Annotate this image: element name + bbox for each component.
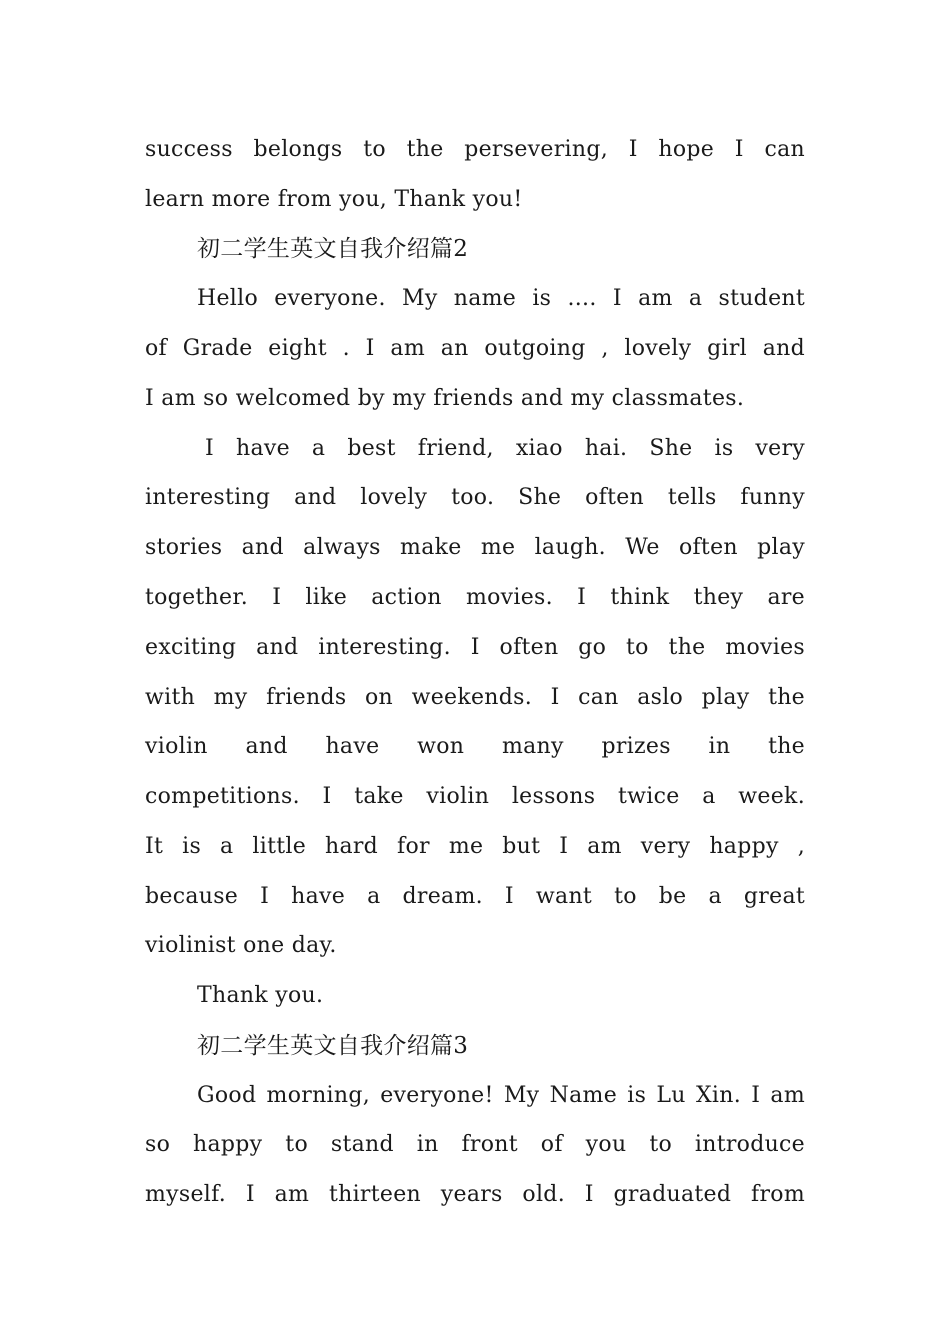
paragraph-line: together. I like action movies. I think they are xyxy=(145,585,805,610)
paragraph-line: competitions. I take violin lessons twice a week. xyxy=(145,784,805,809)
paragraph-line: violinist one day. xyxy=(145,933,337,958)
section-heading: 初二学生英文自我介绍篇3 xyxy=(197,1033,469,1059)
closing-line: Thank you. xyxy=(197,983,324,1008)
paragraph-line: exciting and interesting. I often go to the movies xyxy=(145,635,805,660)
paragraph-line: stories and always make me laugh. We often play xyxy=(145,535,805,560)
paragraph-line: It is a little hard for me but I am very happy , xyxy=(145,834,805,859)
paragraph-line: learn more from you, Thank you! xyxy=(145,187,523,212)
paragraph-line: violin and have won many prizes in the xyxy=(145,734,805,759)
paragraph-line: so happy to stand in front of you to introduce xyxy=(145,1132,805,1157)
paragraph-line: interesting and lovely too. She often tells funny xyxy=(145,485,805,510)
paragraph-line: Hello everyone. My name is .... I am a student xyxy=(197,286,805,311)
section-heading: 初二学生英文自我介绍篇2 xyxy=(197,236,469,262)
paragraph-line: I am so welcomed by my friends and my classmates. xyxy=(145,386,745,411)
paragraph-line: Good morning, everyone! My Name is Lu Xin. I am xyxy=(197,1083,805,1108)
paragraph-line: myself. I am thirteen years old. I graduated from xyxy=(145,1182,805,1207)
paragraph-line: I have a best friend, xiao hai. She is very xyxy=(205,436,805,461)
paragraph-line: success belongs to the persevering, I hope I can xyxy=(145,137,805,162)
paragraph-line: with my friends on weekends. I can aslo play the xyxy=(145,685,805,710)
paragraph-line: of Grade eight . I am an outgoing , lovely girl and xyxy=(145,336,805,361)
paragraph-line: because I have a dream. I want to be a great xyxy=(145,884,805,909)
